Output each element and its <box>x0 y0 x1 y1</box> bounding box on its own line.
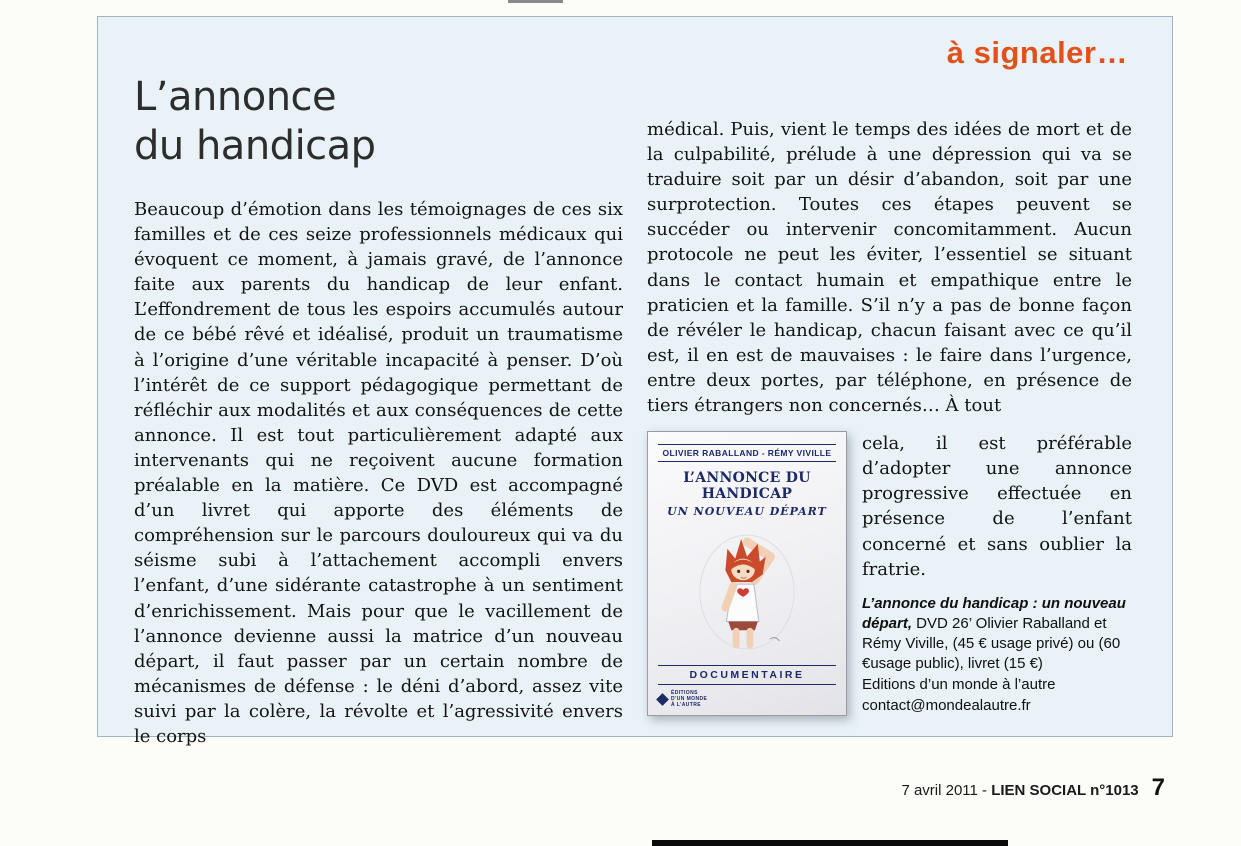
scan-artifact-bottom <box>652 840 1008 846</box>
scan-artifact-top <box>508 0 563 3</box>
article-title-line-2: du handicap <box>134 123 376 169</box>
footer-journal-name: LIEN SOCIAL n°1013 <box>991 782 1139 799</box>
dvd-cover-title: L’ANNONCE DU HANDICAP <box>683 470 811 503</box>
publisher-logo <box>658 690 707 708</box>
dvd-cover-footer <box>658 690 836 708</box>
dvd-cover-authors: OLIVIER RABALLAND - RÉMY VIVILLE <box>658 444 836 462</box>
dvd-cover-art-area <box>658 518 836 665</box>
article-title-line-1: L’annonce <box>134 74 337 120</box>
publisher-logo-icon <box>656 693 669 706</box>
page-footer <box>901 774 1165 802</box>
footer-page-number: 7 <box>1151 774 1165 801</box>
section-label: à signaler… <box>946 35 1128 70</box>
caption-details: DVD 26’ Olivier Raballand et Rémy Viville, (45 € usage privé) ou (60 €usage public), livret (15 €) <box>862 615 1121 673</box>
publisher-logo-text: ÉDITIONS D’UN MONDE À L’AUTRE <box>671 690 708 709</box>
dvd-cover-genre-band: DOCUMENTAIRE <box>658 665 836 685</box>
caption-publisher: Editions d’un monde à l’autre <box>862 676 1056 694</box>
article-body-left-column: Beaucoup d’émotion dans les témoignages de ces six familles et de ces seize professionnels médicaux qui évoquent ce moment, à jamais gravé, de l’annonce faite aux parents du handicap de leur enfant. L’effondrement de tous les espoirs accumulés autour de ce bébé rêvé et idéalisé, produit un traumatisme à l’origine d’une véritable incapacité à penser. D’où l’intérêt de ce support pédagogique permettant de réfléchir aux modalités et aux conséquences de cette annonce. Il est tout particulièrement adapté aux intervenants qui ne reçoivent aucune formation préalable en la matière. Ce DVD est accompagné d’un livret qui apporte des éléments de compréhension sur le parcours douloureux qui va du séisme subi à l’attachement accompli envers l’enfant, d’une sidérante catastrophe à un sentiment d’enrichissement. Mais pour que le vacillement de l’annonce devienne aussi la matrice d’un nouveau départ, il faut passer par un certain nombre de mécanismes de défense : le déni d’abord, assez vite suivi par la colère, la révolte et l’agressivité envers le corps <box>134 199 623 747</box>
article-body-wrap-text: cela, il est préférable d’adopter une annonce progressive effectuée en présence de l’enfant concerné et sans oublier la fratrie. <box>862 433 1132 580</box>
article-panel <box>97 16 1173 747</box>
dvd-cover-illustration <box>693 529 801 655</box>
caption-contact-email: contact@mondealautre.fr <box>862 697 1031 715</box>
article-right-column <box>647 117 1132 716</box>
dvd-cover <box>647 431 847 716</box>
dvd-cover-subtitle: UN NOUVEAU DÉPART <box>667 505 827 519</box>
article-body-right-column: médical. Puis, vient le temps des idées de mort et de la culpabilité, prélude à une dépression qui va se traduire soit par un désir d’abandon, soit par une surprotection. Toutes ces étapes peuvent se succéder ou intervenir concomitamment. Aucun protocole ne peut les éviter, l’essentiel se situant dans le contact humain et empathique entre le praticien et la famille. S’il n’y a pas de bonne façon de révéler le handicap, chacun faisant avec ce qu’il est, il en est de mauvaises : le faire dans l’urgence, entre deux portes, par téléphone, en présence de tiers étrangers non concernés… À tout <box>647 119 1132 417</box>
footer-date: 7 avril 2011 - <box>901 782 992 799</box>
beside-cover-column <box>862 431 1132 716</box>
article-title <box>134 73 624 171</box>
dvd-caption <box>862 594 1132 716</box>
caption-title: L’annonce du handicap : un nouveau départ, <box>862 595 1126 633</box>
media-row <box>647 431 1132 716</box>
